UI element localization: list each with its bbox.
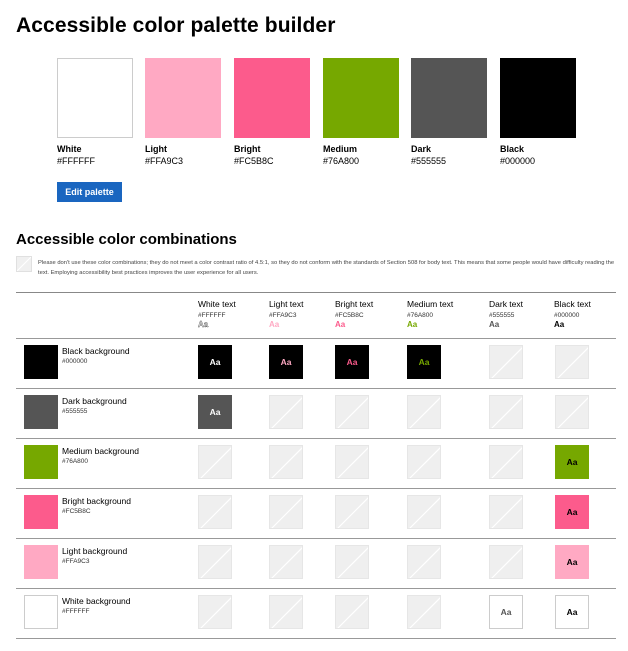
column-sample: Aa	[269, 320, 280, 329]
sample-cell: Aa	[555, 445, 589, 479]
column-header-light	[269, 299, 339, 329]
not-allowed-cell	[198, 495, 232, 529]
column-header-white	[198, 299, 268, 329]
not-allowed-cell	[335, 495, 369, 529]
row-swatch-medium	[24, 445, 58, 479]
swatch-name: Light	[145, 144, 167, 154]
contrast-note: Please don't use these color combinations; they do not meet a color contrast ratio of 4.5:1, so they do not conform with the standards of Section 508 for body text. This means that some people would have difficulty reading the text. Employing accessibility best practices improves the user experience for all users.	[38, 260, 615, 276]
row-hex: #555555	[62, 408, 88, 415]
sample-cell: Aa	[489, 595, 523, 629]
table-divider	[16, 292, 616, 293]
swatch-hex: #FFA9C3	[145, 156, 184, 166]
sample-cell: Aa	[198, 345, 232, 379]
combinations-heading: Accessible color combinations	[16, 231, 237, 248]
not-allowed-cell	[269, 595, 303, 629]
not-allowed-cell	[198, 595, 232, 629]
not-allowed-cell	[335, 545, 369, 579]
row-hex: #FC5B8C	[62, 508, 91, 515]
swatch-name: Medium	[323, 144, 358, 154]
column-title: Dark text	[489, 299, 524, 309]
swatch-color	[500, 58, 576, 138]
not-allowed-cell	[335, 445, 369, 479]
swatch-name: Black	[500, 144, 525, 154]
column-header-black	[554, 299, 624, 329]
palette-swatch-dark	[411, 58, 491, 166]
row-hex: #FFFFFF	[62, 608, 90, 615]
column-sample: Aa	[198, 320, 209, 329]
table-divider	[16, 538, 616, 539]
not-allowed-cell	[489, 345, 523, 379]
column-sample: Aa	[554, 320, 565, 329]
row-hex: #000000	[62, 358, 88, 365]
column-hex: #000000	[554, 312, 580, 319]
row-label-medium	[62, 446, 139, 465]
row-swatch-black	[24, 345, 58, 379]
not-allowed-cell	[335, 395, 369, 429]
not-allowed-cell	[198, 445, 232, 479]
not-allowed-cell	[489, 545, 523, 579]
column-sample: Aa	[335, 320, 346, 329]
row-swatch-dark	[24, 395, 58, 429]
column-header-dark	[489, 299, 559, 329]
row-swatch-bright	[24, 495, 58, 529]
sample-cell: Aa	[407, 345, 441, 379]
column-title: Medium text	[407, 299, 454, 309]
not-allowed-cell	[555, 345, 589, 379]
sample-cell: Aa	[555, 595, 589, 629]
palette-swatch-white	[57, 58, 137, 166]
column-title: White text	[198, 299, 236, 309]
column-header-bright	[335, 299, 405, 329]
not-allowed-cell	[407, 445, 441, 479]
swatch-hex: #FC5B8C	[234, 156, 274, 166]
not-allowed-cell	[489, 395, 523, 429]
row-hex: #76A800	[62, 458, 89, 465]
column-hex: #FFA9C3	[269, 312, 297, 319]
swatch-hex: #FFFFFF	[57, 156, 95, 166]
swatch-color	[57, 58, 133, 138]
not-allowed-cell	[407, 545, 441, 579]
not-allowed-cell	[407, 495, 441, 529]
swatch-hex: #555555	[411, 156, 447, 166]
palette-swatch-light	[145, 58, 225, 166]
table-divider	[16, 588, 616, 589]
sample-cell: Aa	[198, 395, 232, 429]
sample-cell: Aa	[335, 345, 369, 379]
not-allowed-cell	[489, 445, 523, 479]
swatch-hex: #76A800	[323, 156, 360, 166]
not-allowed-cell	[269, 545, 303, 579]
row-title: Medium background	[62, 446, 140, 456]
row-hex: #FFA9C3	[62, 558, 90, 565]
row-title: Light background	[62, 546, 128, 556]
not-allowed-icon	[16, 256, 32, 272]
swatch-name: White	[57, 144, 82, 154]
palette-swatch-medium	[323, 58, 403, 166]
sample-cell: Aa	[555, 545, 589, 579]
sample-cell: Aa	[555, 495, 589, 529]
not-allowed-cell	[407, 395, 441, 429]
row-label-bright	[62, 496, 131, 515]
row-title: Dark background	[62, 396, 127, 406]
row-title: White background	[62, 596, 131, 606]
not-allowed-cell	[269, 445, 303, 479]
swatch-color	[323, 58, 399, 138]
column-title: Black text	[554, 299, 591, 309]
swatch-color	[411, 58, 487, 138]
not-allowed-cell	[269, 395, 303, 429]
page-title: Accessible color palette builder	[16, 14, 336, 37]
edit-palette-button[interactable]: Edit palette	[57, 182, 122, 202]
row-title: Bright background	[62, 496, 131, 506]
table-divider	[16, 388, 616, 389]
column-hex: #FFFFFF	[198, 312, 226, 319]
not-allowed-cell	[335, 595, 369, 629]
column-sample: Aa	[489, 320, 500, 329]
not-allowed-cell	[269, 495, 303, 529]
swatch-hex: #000000	[500, 156, 536, 166]
not-allowed-cell	[555, 395, 589, 429]
row-swatch-light	[24, 545, 58, 579]
not-allowed-cell	[407, 595, 441, 629]
row-label-light	[62, 546, 127, 565]
column-hex: #555555	[489, 312, 515, 319]
palette-swatch-black	[500, 58, 580, 166]
column-sample: Aa	[407, 320, 418, 329]
column-hex: #76A800	[407, 312, 434, 319]
table-divider	[16, 638, 616, 639]
column-header-medium	[407, 299, 477, 329]
row-label-dark	[62, 396, 127, 415]
row-title: Black background	[62, 346, 130, 356]
table-divider	[16, 338, 616, 339]
not-allowed-cell	[489, 495, 523, 529]
row-swatch-white	[24, 595, 58, 629]
column-hex: #FC5B8C	[335, 312, 364, 319]
swatch-name: Bright	[234, 144, 261, 154]
not-allowed-cell	[198, 545, 232, 579]
swatch-color	[234, 58, 310, 138]
table-divider	[16, 438, 616, 439]
swatch-color	[145, 58, 221, 138]
table-divider	[16, 488, 616, 489]
sample-cell: Aa	[269, 345, 303, 379]
row-label-black	[62, 346, 130, 365]
column-title: Light text	[269, 299, 304, 309]
swatch-name: Dark	[411, 144, 432, 154]
column-title: Bright text	[335, 299, 374, 309]
row-label-white	[62, 596, 131, 615]
palette-swatch-bright	[234, 58, 314, 166]
